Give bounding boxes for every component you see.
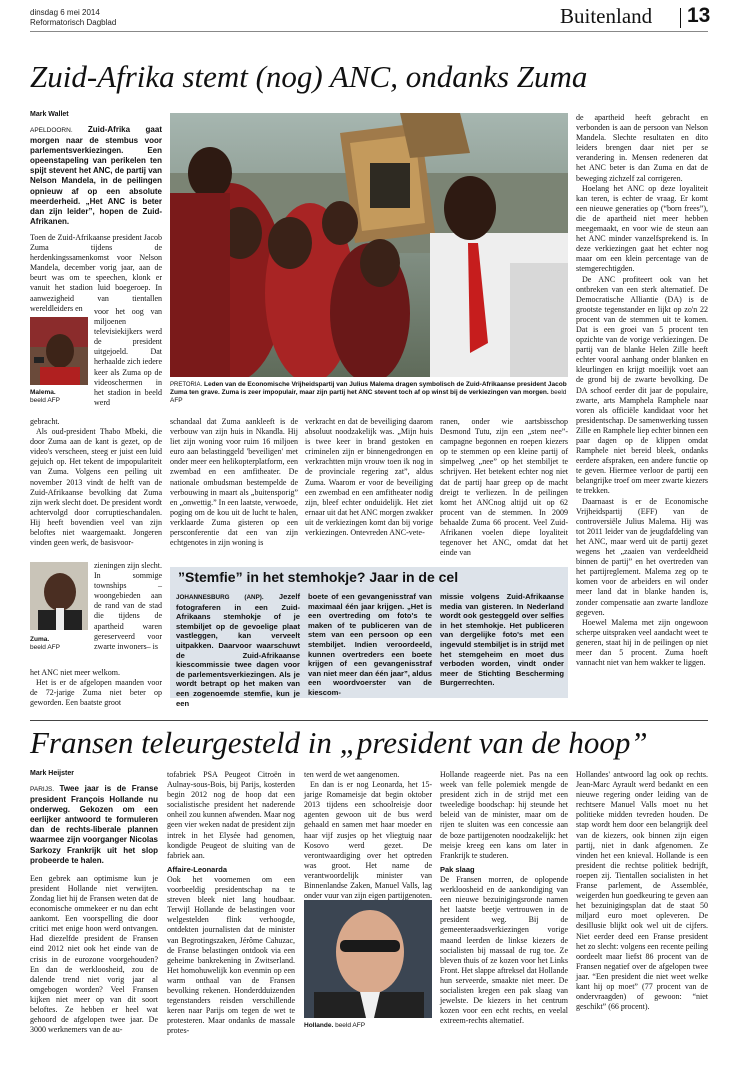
article1-column-2: schandaal dat Zuma aankleeft is de verbouw van zijn huis in Nkandla. Hij liet zijn woning voor ruim 16 miljoen euro aan belastinggeld 'beveiligen' met onder meer een helikopterplatform, een zwembad en een amfitheater. De nationale ombudsman bestempelde de verbouwing in maart als „buitensporig” en „onwettig.” In een laatste, verwoede, poging om de kou uit de lucht te halen, verklaarde Zuma gisteren op een persconferentie dat een van zijn echtgenotes in zijn woning is [170,417,298,548]
hollande-photo-image [304,900,432,1018]
article1-col1-p1: Toen de Zuid-Afrikaanse president Jacob Zuma tijdens de herdenkingssamenkomst voor Nelson Mandela, december vorig jaar, aan de beurt was om te speechen, klonk er vanuit het stadion luid boegeroep. In aanwezigheid van tientallen wereldleiders en [30,232,162,313]
zuma-caption [30,636,88,652]
article2-col4-p2: De Fransen morren, de oplopende werkloosheid en de aankondiging van een nieuwe bezuinigingsronde namen het laatste beetje vertrouwen in de president weg. Bij de gemeenteraadsverkiezingen vorige maand leerden de linkse kiezers de socialisten bij massaal de rug toe. Ze bleven thuis of ze kozen voor het Links Front. Het slappe aftreksel dat Hollande hun serveerde, smaakte niet meer. De socialisten kregen een pak slaag van jewelste. De kiezers in het centrum kozen voor een echt rechts, en veelal extreem-rechts alternatief. [440,874,568,1026]
article2-col1-p: Een gebrek aan optimisme kun je president Hollande niet verwijten. Zondag liet hij de Fransen weten dat de economische ommekeer er nu dan echt aankomt. Een voorspelling die door critici met enige hoon werd ontvangen. Had diezelfde president de Fransen eind 2012 niet ook het einde van de crisis in de eurozone voorgehouden? En dan de werkloosheid, zou de dalende trend niet vorig jaar al omgebogen worden? Veel Fransen kijken niet meer op van dit soort beloftes. Ze hebben er heel wat gehoord de afgelopen twee jaar. De 3000 werknemers van de au- [30,873,158,1035]
article1-column-4: ranen, onder wie aartsbisschop Desmond Tutu, zijn een „stem nee”-campagne begonnen en roepen kiezers op te stemmen op een kleine partij of simpelweg „nee” op het stembiljet te schrijven. Het betekent echter nog niet dat de partij haar greep op de macht dreigt te verliezen. In de peilingen komt het ANCnog altijd uit op 62 procent van de stemmen. In 2009 behaalde Zuma 66 procent. Veel Zuid-Afrikanen voelen diepe loyaliteit tegenover het ANC, omdat dat het einde van [440,417,568,558]
stemfie-box-place: JOHANNESBURG (ANP). [176,594,264,601]
article1-column-5 [576,113,708,668]
page-number: 13 [687,4,711,27]
article1-column-1 [30,111,162,314]
stemfie-box-col1-text: Jezelf fotograferen in een Zuid-Afrikaans stemhokje of je stembiljet op de gevoelige plaat vastleggen, kan verveelt uitpakken. Daarvoor waarschuwt de Zuid-Afrikaanse kiescommissie twee dagen voor de parlementsverkiezingen. Als je wordt betrapt op het maken van een zogenoemde stemfie, kun je een [176,592,300,708]
issue-date: dinsdag 6 mei 2014 [30,8,100,17]
article-separator [30,720,708,721]
article1-lead [30,125,162,227]
malema-photo [30,317,88,385]
article2-column-2 [167,770,295,1036]
malema-caption [30,389,88,405]
article1-col1-p1c: gebracht. [30,417,60,426]
main-photo [170,113,568,377]
main-photo-caption-text: Leden van de Economische Vrijheidspartij van Julius Malema dragen symbolisch de Zuid-Afrikaanse president Jacob Zuma ten grave. Zuma is zeer impopulair, maar zijn partij het ANC stevent toch af op winst bij de verkiezingen van morgen. [170,381,567,396]
article1-lead-text: Zuid-Afrika gaat morgen naar de stembus voor parlementsverkiezingen. Een opeenstapeling van perikelen ten spijt stevent het ANC, de partij van Nelson Mandela, in de peilingen opnieuw af op een absolute meerderheid. „Het ANC is beter dan zijn leider”, hopen de Zuid-Afrikanen. [30,125,162,226]
article1-col1-text [30,233,162,314]
article2-lead [30,784,158,866]
article1-col1-end [30,668,162,708]
hollande-photo [304,900,432,1018]
hollande-caption [304,1022,432,1030]
article2-column-5 [576,770,708,1012]
hollande-caption-credit: beeld AFP [335,1022,366,1029]
article2-col3-p2: En dan is er nog Leonarda, het 15-jarige Romameisje dat begin oktober 2013 tijdens een schoolreisje door agenten gewoon uit de bus werd gehaald en samen met haar moeder en haar vijf zusjes op het vliegtuig naar Kosovo werd gezet. De verontwaardiging over het optreden was groot. Het name de verantwoordelijk minister van Binnenlandse Zaken, Manuel Valls, lag onder vuur van zijn eigen partijgenoten. [304,780,432,901]
article1-col1-cont [30,417,162,548]
malema-caption-credit: beeld AFP [30,397,60,404]
article1-col1-p2c: het ANC niet meer welkom. [30,668,120,677]
article2-col2-p1: tofabriek PSA Peugeot Citroën in Aulnay-sous-Bois, bij Parijs, kosterden begin 2012 nog de hoop dat een socialistische president het naderende onheil zou kunnen afwenden. Maar nog geen vier weken nadat de president zijn intrek in het Elysée had genomen, kondigde Peugeot de sluiting van de fabriek aan. [167,770,295,860]
article1-col1-p3: Het is er de afgelopen maanden voor de 72-jarige Zuma niet beter op geworden. Een baatste groot [30,678,162,708]
malema-photo-image [30,317,88,385]
article2-col5-p: Hollandes' antwoord lag ook op rechts. Jean-Marc Ayrault werd bedankt en een nieuwe regering onder leiding van de rechtsere Manuel Valls moet nu het politieke midden tevreden houden. De stap wordt hem door een belangrijk deel van de kiezers, ook binnen zijn eigen partij, niet in dank afgenomen. Ze vinden het een knieval. Hollande is een president die rechtse politiek bedrijft, roepen zij. Tientallen socialisten in het Franse parlement, de Assemblée, weigerden hun goedkeuring te geven aan het bezuinigingsplan dat de staat 50 miljard euro moet opleveren. De desillusie blijkt ook wel uit de cijfers. Niet eerder deed een Franse president het zo slecht: volgens een recente peiling oordeelt maar liefst 86 procent van de Fransen negatief over de afgelopen twee jaar. “Een president die niet weet welke kant hij op moet” (77 procent van de ondervraagden) of gewoon: “niet geschikt” (66 procent). [576,770,708,1012]
hollande-caption-name: Hollande. [304,1022,334,1029]
zuma-photo-image [30,562,88,630]
article2-col1-text [30,874,158,1036]
newspaper-name: Reformatorisch Dagblad [30,18,117,27]
article2-col4-p1: Hollande reageerde niet. Pas na een week van felle polemiek mengde de president zich in de strijd met een tweeledige boodschap: hij steunde het beleid van de minister, maar om de rijen te sluiten was een concessie aan de boze partijgenoten noodzakelijk: het meisje kreeg een kans om later in Frankrijk te studeren. [440,770,568,860]
stemfie-box-column-2: boete of een gevangenisstraf van maximaal één jaar krijgen. „Het is een overtreding om foto's te maken of te publiceren van de stem van een persoon op een stembiljet. Indien veroordeeld, kunnen overtreders een boete krijgen of een gevangenisstraf van niet meer dan één jaar”, aldus een woordvoerster van de kiescom- [308,592,432,697]
article2-lead-text: Twee jaar is de Franse president François Hollande nu onderweg. Gekozen om een eerlijker antwoord te formuleren dan de rechts-liberale plannen waarmee zijn voorganger Nicolas Sarkozy Frankrijk uit het slop probeerde te halen. [30,784,159,865]
zuma-caption-name: Zuma. [30,636,50,643]
masthead-divider [680,8,681,28]
zuma-photo [30,562,88,630]
article1-headline: Zuid-Afrika stemt (nog) ANC, ondanks Zuma [30,59,588,94]
main-photo-caption [170,381,568,405]
article1-column-3: verkracht en dat de beveiliging daarom absoluut noodzakelijk was. „Mijn huis is twee keer in brand gestoken en criminelen zijn er binnengedrongen en verkrachtten mijn vrouw toen ik nog in de provinciale regering zat”, aldus Zuma. Waarom er voor de beveiliging een zwembad en een amfitheater nodig zijn, bleef echter onduidelijk. Het ziet ernaar uit dat het ANC morgen zwakker uit de verkiezingen komt dan bij vorige verkiezingen. Ontevreden ANC-vete- [305,417,433,538]
article2-byline: Mark Heijster [30,770,74,777]
article1-col5-p3: De ANC profiteert ook van het ontbreken van een sterk alternatief. De Democratische Alliantie (DA) is de grootste tegenstander en lijkt op zo'n 22 procent van de stemmen uit te komen. Dat is een groei van 5 procent ten opzichte van de vorige verkiezingen. De partij van de blanke Helen Zille heeft echter vooral aanhang onder blanken en kleurlingen en krijgt moeilijk voet aan de grond bij de zwarte bevolking. De DA schoof eerder dit jaar de populaire, zwarte, arts Mamphela Ramphele naar voren als officiële kandidaat voor het presidentschap. De samenwerking tussen Zille en Ramphele liep echter binnen een paar dagen op de klippen omdat Ramphele niet bereid bleek, ondanks eerdere afspraken, een andere functie op te geven. Hiermee verloor de partij een belangrijke troef om meer zwarte kiezers te trekken. [576,274,708,496]
article1-col5-p4: Daarnaast is er de Economische Vrijheidspartij (EFF) van de controversiële Julius Malema. Hij was tot 2011 leider van de jeugdafdeling van het ANC, maar werd uit de partij gezet wegens het „zaaien van verdeeldheid binnen de partij” en het overtreden van het partijreglement. Malema zeg op te komen voor de arbeiders en wil onder meer land dat in blanke handen is, zonder compensatie aan zwarte landloze gegeven. [576,496,708,617]
article2-place: PARIJS. [30,786,55,793]
article1-col1-p2: Als oud-president Thabo Mbeki, die door Zuma aan de kant is gezet, op de video's verscheen, steeg er juist een luid gejuich op. Het tekent de impopulariteit van Zuma. Volgens een peiling uit november 2013 vindt de helft van de Zuid-Afrikaanse bevolking dat Zuma zijn werk slecht doet. De president wordt achtervolgd door corruptieschandalen. Hij heeft bovendien veel van zijn beloftes niet waargemaakt. Jongeren vinden geen werk, de basisvoor- [30,427,162,548]
main-photo-image [170,113,568,377]
article1-place: APELDOORN. [30,127,73,134]
malema-caption-name: Malema. [30,389,56,396]
article2-subhead-leonarda: Affaire-Leonarda [167,864,228,874]
article2-subhead-pakslaag: Pak slaag [440,864,475,874]
article1-col5-p1: de apartheid heeft gebracht en verbonden is aan de persoon van Nelson Mandela. Slechte resultaten en dito leiders brengen daar niet per se verandering in. Mensen redeneren dat het ANC beter is dan Zuma en dat de beweging zichzelf zal corrigeren. [576,113,708,183]
section-title: Buitenland [560,4,653,28]
masthead-rule [30,31,708,32]
article2-col2-p2: Ook het voornemen om een voorbeeldig presidentschap na te streven bleek niet lang houdbaar. Terwijl Hollande de belastingen voor welgestelden flink verhoogde, ontdekten journalisten dat de minister van Begrotingszaken, Jérôme Cahuzac, de Franse belastingen ontdook via een geheime bankrekening in Zwitserland. Het homohuwelijk kon evenmin op een warm onthaal van de Fransen bevolking rekenen. Honderdduizenden tegenstanders reisden verschillende keren naar Parijs om tegen de wet te protesteren. Maar ondanks de massale protes- [167,874,295,1036]
main-photo-caption-place: PRETORIA. [170,382,203,388]
article1-col1-wrap2: zieningen zijn slecht. In sommige townships –woongebieden aan de rand van de stad die tijdens de apartheid waren gereserveerd voor zwarte inwoners– is [94,561,162,651]
zuma-caption-credit: beeld AFP [30,644,60,651]
main-photo-credit: beeld AFP [170,389,567,404]
article1-col1-wrap1: voor het oog van miljoenen televisiekijkers werd de president uitgejoeld. Dat herhaalde zich iedere keer als Zuma op de videoschermen in het stadion in beeld werd [94,307,162,407]
stemfie-box-title: ”Stemfie” in het stemhokje? Jaar in de cel [178,569,459,585]
article2-column-3 [304,770,432,901]
article2-column-1 [30,770,158,1035]
masthead-date-block [30,8,116,28]
article1-byline: Mark Wallet [30,111,69,118]
stemfie-box-column-1 [176,592,300,708]
article2-headline: Fransen teleurgesteld in „president van de hoop” [30,725,648,760]
stemfie-box-column-3: missie volgens Zuid-Afrikaanse media van gisteren. In Nederland wordt ook gesteggeld over selfies in het stemhokje. Het publiceren van dergelijke foto's met een ingevuld stembiljet is in strijd met het stemgeheim en moet dus verboden worden, vindt onder meer de Stichting Bescherming Burgerrechten. [440,592,564,688]
article1-col5-p2: Hoelang het ANC op deze loyaliteit kan teren, is echter de vraag. Er komt een nieuwe generaties op (“born frees”), die de apartheid niet meer hebben meegemaakt, en voor wie de steun aan het ANC minder vanzelfsprekend is. In deze verkiezingen gaat het echter nog maar om een klein percentage van de stemgerechtigden. [576,183,708,274]
article2-col3-p1: ten werd de wet aangenomen. [304,770,400,779]
article2-column-4 [440,770,568,1026]
article1-col5-p5: Hoewel Malema met zijn ongewoon scherpe uitspraken veel aandacht weet te generen, staat hij in de peilingen op niet meer dan 5 procent. Zuma hoeft vannacht niet van hem wakker te liggen. [576,617,708,668]
